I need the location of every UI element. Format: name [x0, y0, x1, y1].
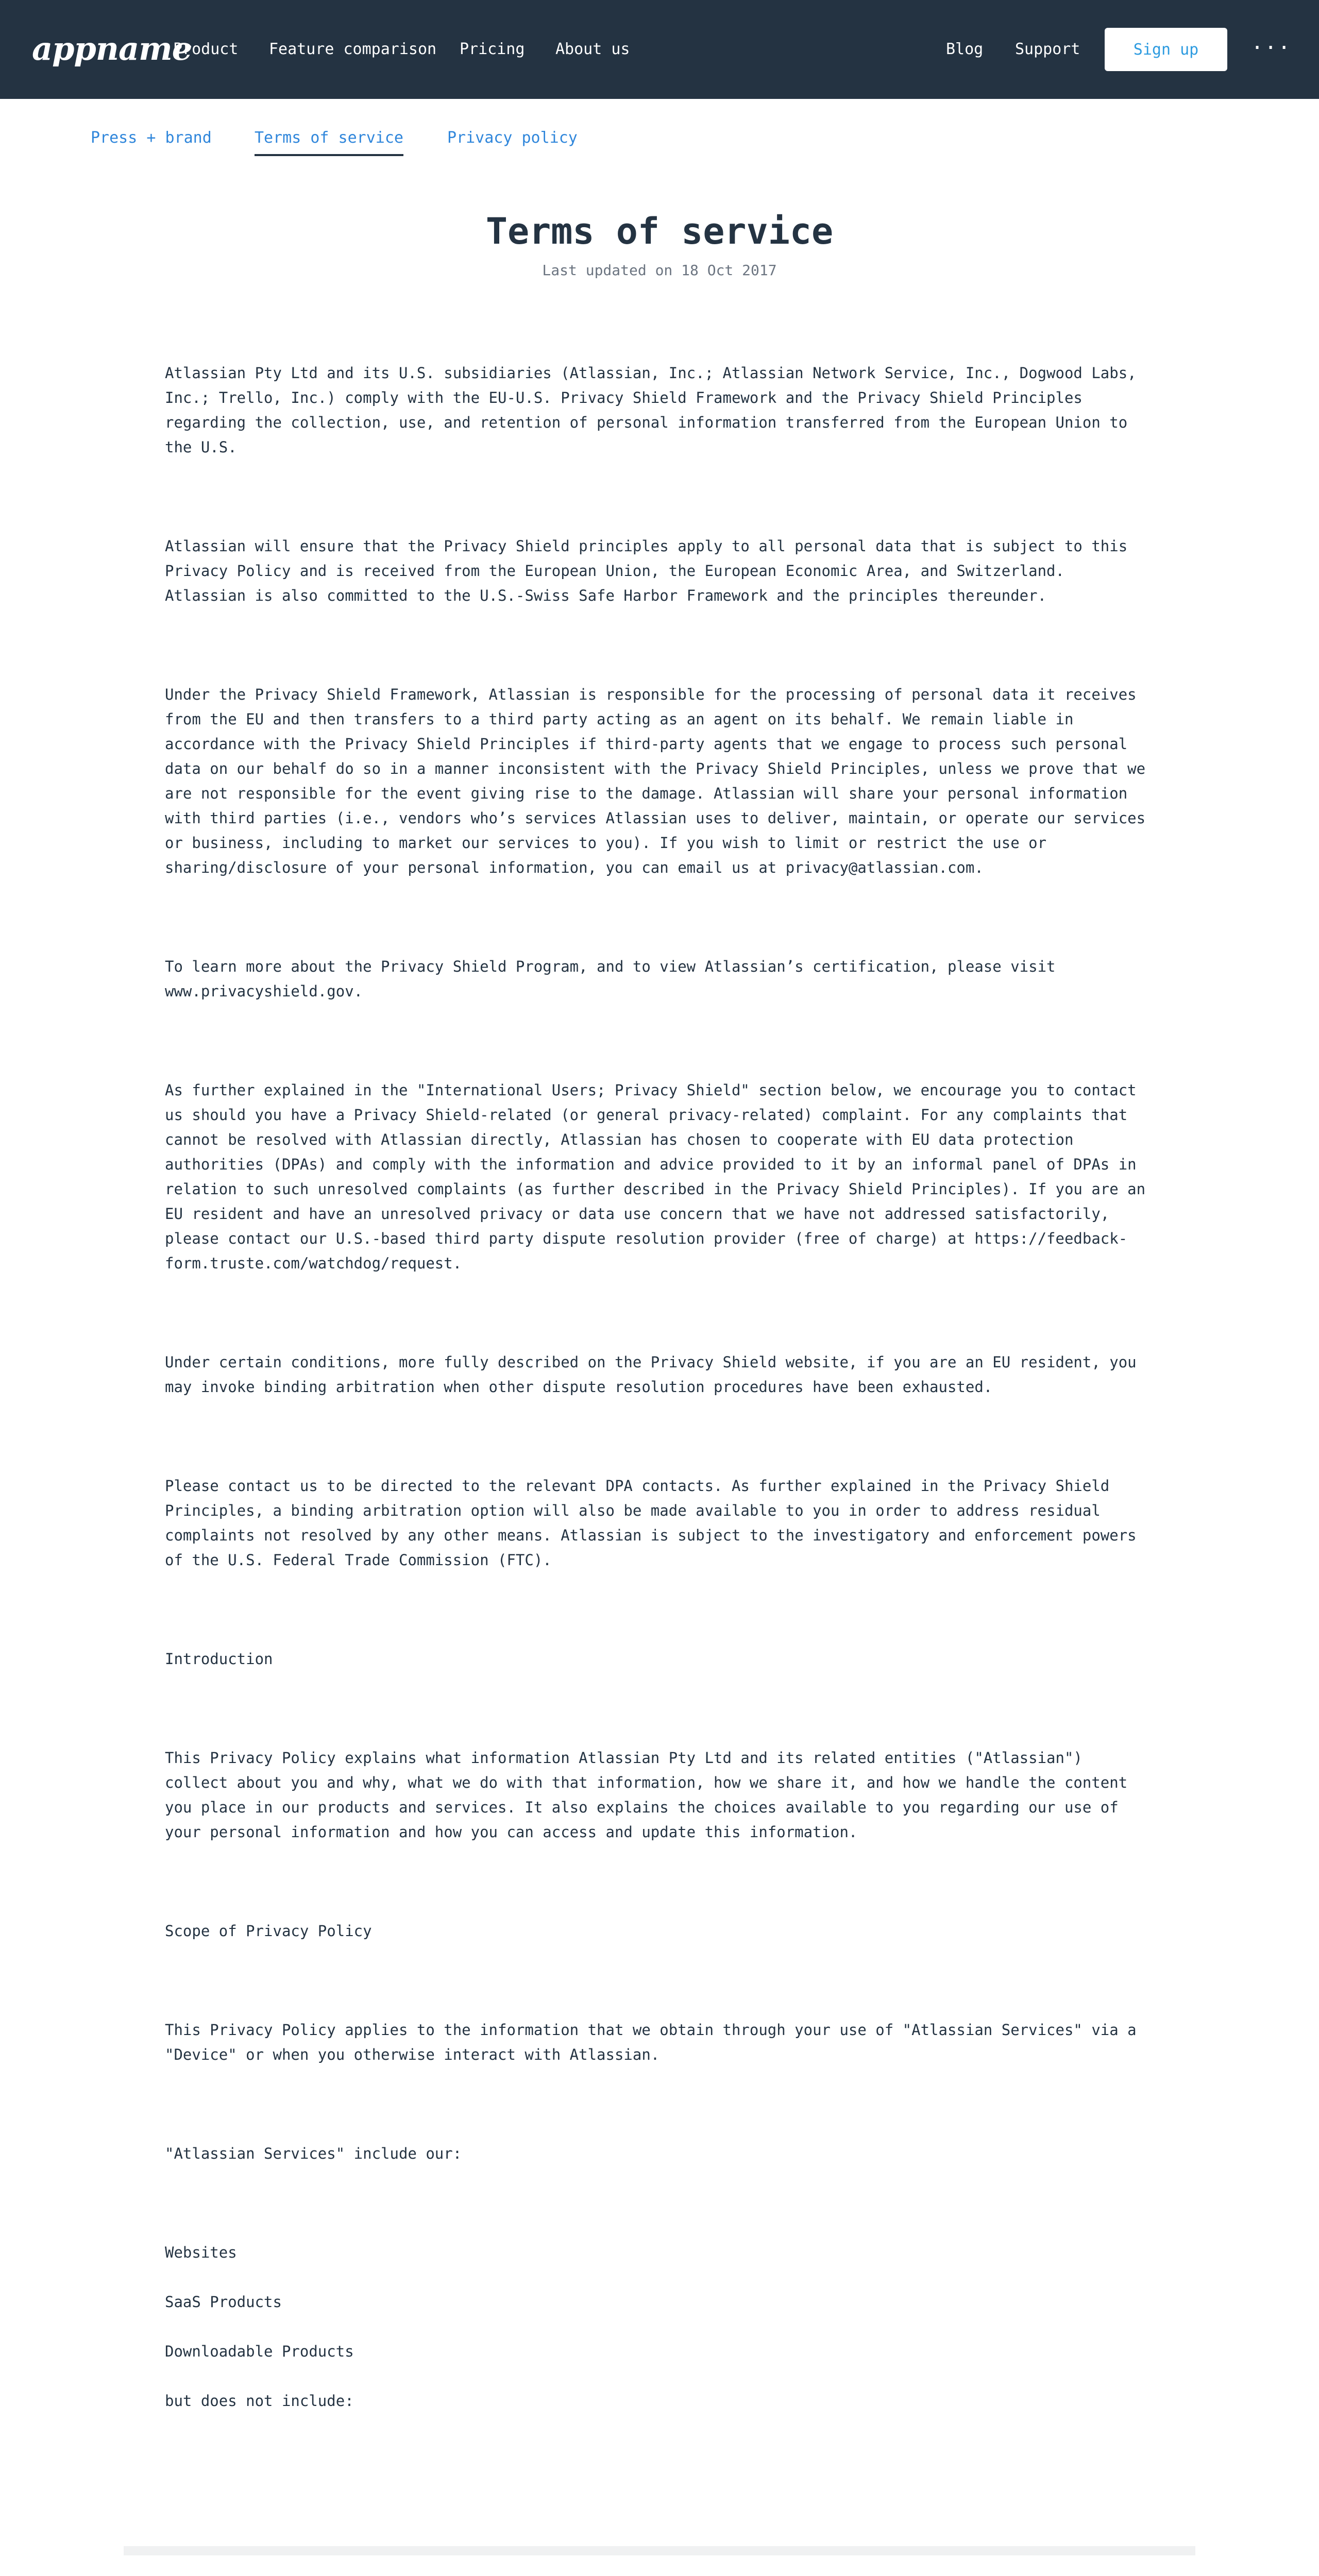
terms-content	[165, 361, 1154, 2438]
paragraph: Under certain conditions, more fully described on the Privacy Shield website, if you are an EU resident, you may invoke binding arbitration when other dispute resolution procedures have been exhausted.	[165, 1353, 1137, 1396]
last-updated-date: Last updated on 18 Oct 2017	[542, 262, 777, 279]
section-heading-introduction: Introduction	[165, 1650, 273, 1668]
section-heading-scope: Scope of Privacy Policy	[165, 1922, 372, 1940]
page-title: Terms of service	[485, 210, 834, 252]
sign-up-button[interactable]: Sign up	[1105, 28, 1227, 71]
list-item: Downloadable Products	[165, 2343, 354, 2360]
paragraph: Please contact us to be directed to the relevant DPA contacts. As further explained in the Privacy Shield Principles, a binding arbitration option will also be made available to you in order to address residual complaints not resolved by any other means. Atlassian is subject to the investigatory and enforcement powers of the U.S. Federal Trade Commission (FTC).	[165, 1477, 1137, 1569]
paragraph: This Privacy Policy applies to the information that we obtain through your use of "Atlassian Services" via a "Device" or when you otherwise interact with Atlassian.	[165, 2021, 1137, 2063]
paragraph: "Atlassian Services" include our:	[165, 2145, 462, 2162]
paragraph: As further explained in the "International Users; Privacy Shield" section below, we encourage you to contact us should you have a Privacy Shield-related (or general privacy-related) complaint. For any complaints that cannot be resolved with Atlassian directly, Atlassian has chosen to cooperate with EU data protection authorities (DPAs) and comply with the information and advice provided to it by an informal panel of DPAs in relation to such unresolved complaints (as further described in the Privacy Shield Principles). If you are an EU resident and have an unresolved privacy or data use concern that we have not addressed satisfactorily, please contact our U.S.-based third party dispute resolution provider (free of charge) at https://feedback-form.truste.com/watchdog/request.	[165, 1081, 1146, 1272]
logo[interactable]: appname	[32, 30, 192, 67]
paragraph: Atlassian Pty Ltd and its U.S. subsidiaries (Atlassian, Inc.; Atlassian Network Service, Inc., Dogwood Labs, Inc.; Trello, Inc.) comply with the EU-U.S. Privacy Shield Framework and the Privacy Shield Principles regarding the collection, use, and retention of personal information transferred from the European Union to the U.S.	[165, 364, 1137, 456]
paragraph: To learn more about the Privacy Shield Program, and to view Atlassian’s certification, please visit www.privacyshield.gov.	[165, 958, 1056, 1000]
footer-divider	[124, 2546, 1195, 2555]
nav-feature-comparison[interactable]: Feature comparison	[269, 40, 437, 58]
tab-press-brand[interactable]: Press + brand	[91, 129, 212, 147]
paragraph: This Privacy Policy explains what information Atlassian Pty Ltd and its related entities ("Atlassian") collect about you and why, what we do with that information, how we share it, and how we handle the content you place in our products and services. It also explains the choices available to you regarding our use of your personal information and how you can access and update this information.	[165, 1749, 1128, 1841]
more-menu-icon[interactable]: ···	[1251, 36, 1292, 60]
tab-terms-of-service[interactable]: Terms of service	[255, 129, 403, 156]
nav-pricing[interactable]: Pricing	[460, 40, 525, 58]
paragraph: Atlassian will ensure that the Privacy Shield principles apply to all personal data that is subject to this Privacy Policy and is received from the European Union, the European Economic Area, and Switzerland. Atlassian is also committed to the U.S.-Swiss Safe Harbor Framework and the principles thereunder.	[165, 537, 1128, 604]
nav-product[interactable]: Product	[173, 40, 239, 58]
tab-privacy-policy[interactable]: Privacy policy	[447, 129, 578, 147]
nav-support[interactable]: Support	[1015, 40, 1080, 58]
paragraph: Under the Privacy Shield Framework, Atlassian is responsible for the processing of personal data it receives from the EU and then transfers to a third party acting as an agent on its behalf. We remain liable in accordance with the Privacy Shield Principles if third-party agents that we engage to process such personal data on our behalf do so in a manner inconsistent with the Privacy Shield Principles, unless we prove that we are not responsible for the event giving rise to the damage. Atlassian will share your personal information with third parties (i.e., vendors who’s services Atlassian uses to deliver, maintain, or operate our services or business, including to market our services to you). If you wish to limit or restrict the use or sharing/disclosure of your personal information, you can email us at privacy@atlassian.com.	[165, 686, 1146, 876]
list-item: Websites	[165, 2244, 237, 2261]
top-navigation-bar	[0, 0, 1319, 99]
nav-about-us[interactable]: About us	[555, 40, 630, 58]
list-item: SaaS Products	[165, 2293, 282, 2311]
nav-blog[interactable]: Blog	[946, 40, 984, 58]
list-item: but does not include:	[165, 2392, 354, 2410]
